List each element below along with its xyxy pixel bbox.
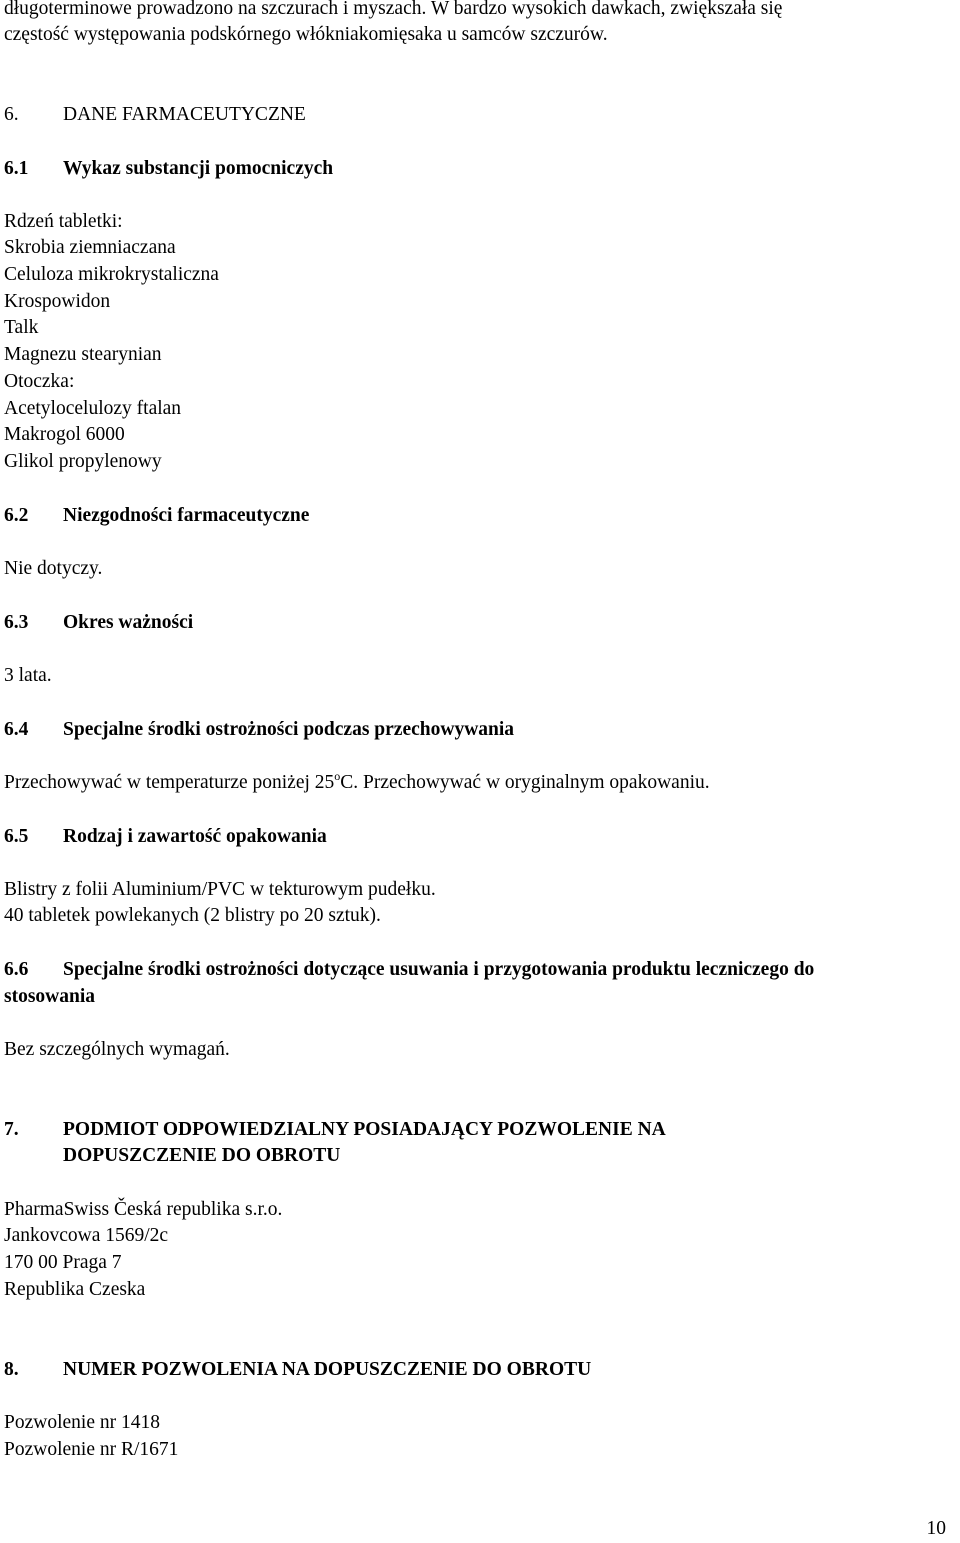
excipient-item: Acetylocelulozy ftalan [4,398,182,419]
section-number: 6. [4,104,19,125]
excipient-item: Talk [4,317,39,338]
address-line: PharmaSwiss Česká republika s.r.o. [4,1199,283,1220]
address-line: Republika Czeska [4,1279,146,1300]
section-title: DANE FARMACEUTYCZNE [63,104,306,125]
section-title-continued: stosowania [4,986,96,1007]
section-number: 8. [4,1359,19,1380]
excipient-item: Skrobia ziemniaczana [4,237,176,258]
section-title: Rodzaj i zawartość opakowania [63,826,327,847]
storage-text-end: C. Przechowywać w oryginalnym opakowaniu. [340,772,710,793]
section-title: Specjalne środki ostrożności podczas przechowywania [63,719,515,740]
section-number: 6.4 [4,719,29,740]
permit-line: Pozwolenie nr 1418 [4,1412,160,1433]
section-number: 6.2 [4,505,29,526]
section-number: 6.6 [4,959,29,980]
section-number: 7. [4,1119,19,1140]
section-number: 6.5 [4,826,29,847]
permit-line: Pozwolenie nr R/1671 [4,1439,179,1460]
section-text: 40 tabletek powlekanych (2 blistry po 20 sztuk). [4,905,381,926]
section-text: Nie dotyczy. [4,558,103,579]
intro-line: długoterminowe prowadzono na szczurach i myszach. W bardzo wysokich dawkach, zwiększała się [4,0,783,19]
page-number: 10 [926,1518,946,1539]
section-number: 6.1 [4,158,29,179]
section-title: Okres ważności [63,612,194,633]
section-number: 6.3 [4,612,29,633]
section-text: Blistry z folii Aluminium/PVC w tekturowym pudełku. [4,879,436,900]
storage-text [4,770,710,797]
section-title: Niezgodności farmaceutyczne [63,505,310,526]
section-title: Wykaz substancji pomocniczych [63,158,334,179]
storage-text-start: Przechowywać w temperaturze poniżej 25 [4,772,335,793]
excipient-item: Magnezu stearynian [4,344,162,365]
section-text: 3 lata. [4,665,52,686]
excipient-item: Celuloza mikrokrystaliczna [4,264,219,285]
excipient-item: Makrogol 6000 [4,424,125,445]
section-title: Specjalne środki ostrożności dotyczące usuwania i przygotowania produktu leczniczego do [63,959,815,980]
intro-line: częstość występowania podskórnego włókniakomięsaka u samców szczurów. [4,24,608,45]
section-title: NUMER POZWOLENIA NA DOPUSZCZENIE DO OBROTU [63,1359,592,1380]
excipient-item: Glikol propylenowy [4,451,162,472]
document-page [4,0,960,1539]
excipient-item: Krospowidon [4,291,111,312]
degree-superscript: o [334,769,341,783]
section-title: PODMIOT ODPOWIEDZIALNY POSIADAJĄCY POZWOLENIE NA [63,1119,666,1140]
section-text: Bez szczególnych wymagań. [4,1039,230,1060]
address-line: Jankovcowa 1569/2c [4,1225,169,1246]
section-title-continued: DOPUSZCZENIE DO OBROTU [63,1145,341,1166]
address-line: 170 00 Praga 7 [4,1252,122,1273]
coating-label: Otoczka: [4,371,75,392]
core-label: Rdzeń tabletki: [4,211,123,232]
